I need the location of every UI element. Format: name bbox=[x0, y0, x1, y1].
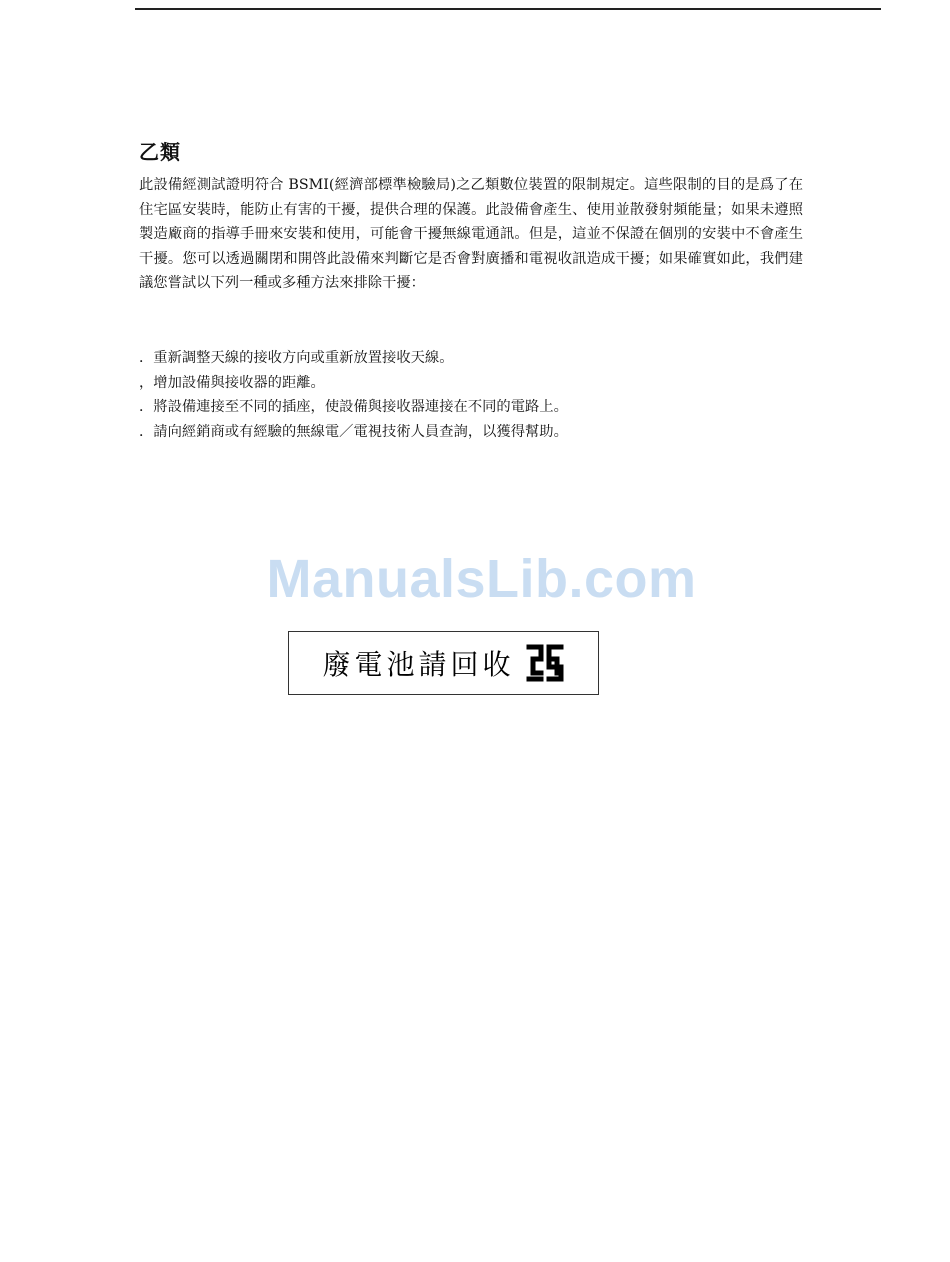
remedy-list bbox=[139, 346, 803, 444]
list-item: ，增加設備與接收器的距離。 bbox=[139, 374, 325, 391]
header-rule bbox=[135, 8, 881, 10]
section-heading: 乙類 bbox=[139, 140, 181, 164]
list-item: ．重新調整天線的接收方向或重新放置接收天線。 bbox=[139, 350, 454, 366]
recycle-label-text: 廢電池請回收 bbox=[322, 648, 515, 681]
watermark: ManualsLib.com bbox=[266, 549, 697, 609]
battery-recycle-label bbox=[288, 631, 599, 695]
list-item: ．請向經銷商或有經驗的無線電／電視技術人員查詢，以獲得幫助。 bbox=[139, 423, 568, 440]
regulatory-paragraph: 此設備經測試證明符合 BSMI(經濟部標準檢驗局)之乙類數位裝置的限制規定。這些限制的目的是爲了在住宅區安裝時，能防止有害的干擾，提供合理的保護。此設備會產生、使用並散發射頻能量；如果未遵照製造廠商的指導手冊來安裝和使用，可能會干擾無線電通訊。但是，這並不保證在個別的安裝中不會產生干擾。您可以透過關閉和開啓此設備來判斷它是否會對廣播和電視收訊造成干擾；如果確實如此，我們建議您嘗試以下列一種或多種方法來排除干擾： bbox=[139, 177, 803, 292]
list-item: ．將設備連接至不同的插座，使設備與接收器連接在不同的電路上。 bbox=[139, 399, 568, 416]
battery-recycle-icon bbox=[525, 643, 565, 683]
